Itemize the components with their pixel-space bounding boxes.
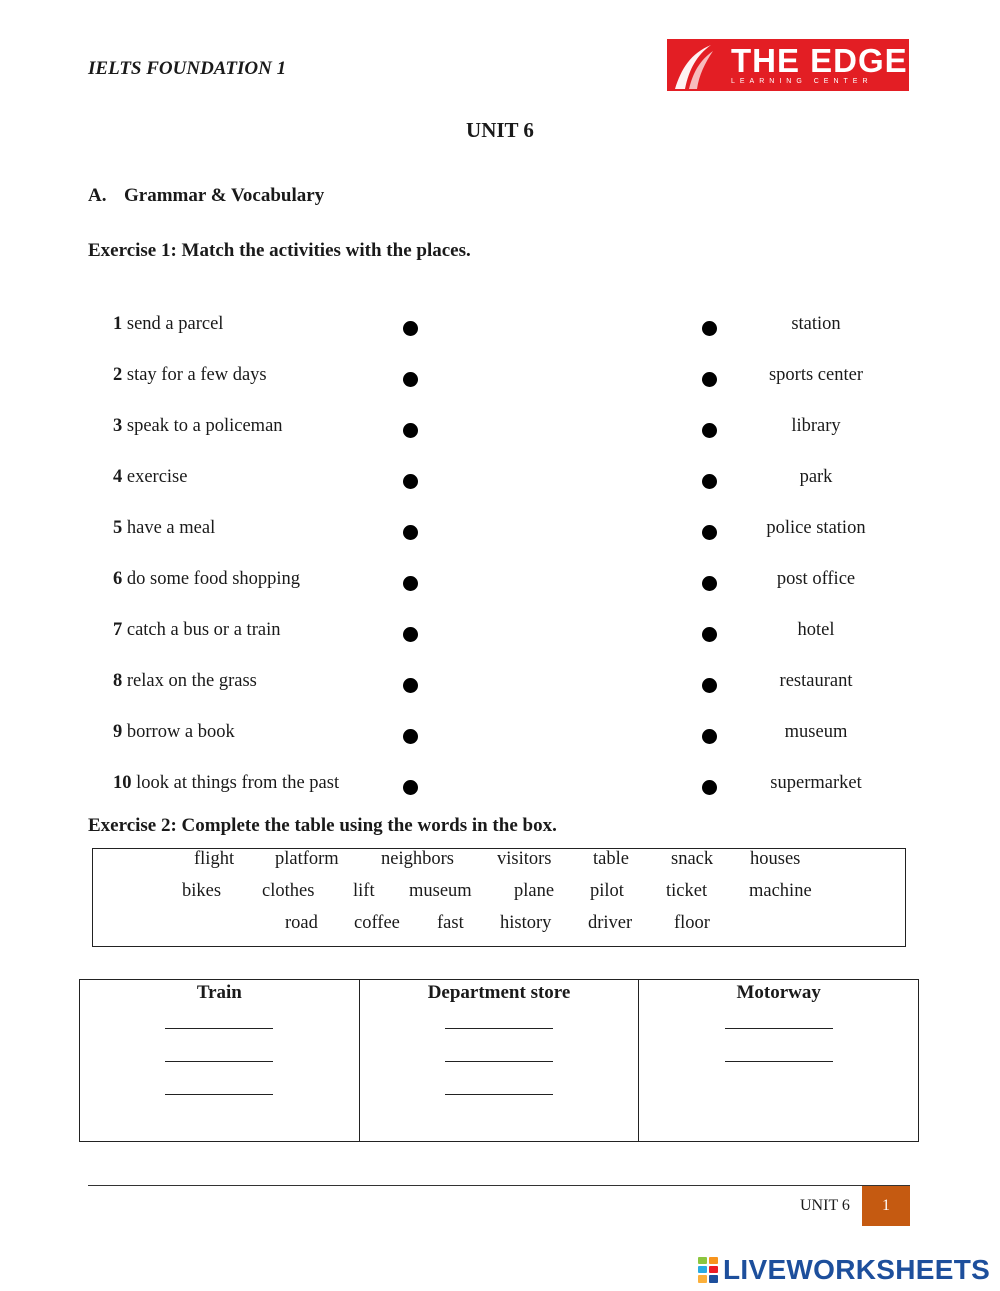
answer-blank[interactable] <box>445 1028 553 1029</box>
word-item: houses <box>750 849 801 869</box>
answer-blank[interactable] <box>165 1094 273 1095</box>
liveworksheets-icon <box>697 1256 719 1284</box>
word-item: machine <box>749 881 812 901</box>
section-heading <box>88 185 324 207</box>
left-match-dot[interactable] <box>403 321 418 336</box>
column-header: Motorway <box>736 982 821 1003</box>
unit-title: UNIT 6 <box>466 118 534 142</box>
place-text: hotel <box>797 620 835 640</box>
word-item: history <box>500 913 552 933</box>
table-column-train <box>80 980 360 1141</box>
word-item: visitors <box>497 849 552 869</box>
place-text: park <box>799 467 833 487</box>
logo-main-text: THE EDGE <box>731 42 908 79</box>
answer-blank[interactable] <box>165 1061 273 1062</box>
activity-number: 7 <box>113 620 123 640</box>
column-header: Train <box>196 982 242 1003</box>
activity-number: 9 <box>113 722 123 742</box>
answer-blank[interactable] <box>725 1028 833 1029</box>
right-match-dot[interactable] <box>702 525 717 540</box>
activity-number: 2 <box>113 365 123 385</box>
activity-text: send a parcel <box>126 314 224 334</box>
right-match-dot[interactable] <box>702 576 717 591</box>
answer-blank[interactable] <box>445 1061 553 1062</box>
activity-text: speak to a policeman <box>126 416 283 436</box>
word-item: pilot <box>590 881 624 901</box>
right-match-dot[interactable] <box>702 423 717 438</box>
footer-unit-label: UNIT 6 <box>800 1197 850 1214</box>
liveworksheets-watermark <box>697 1255 990 1285</box>
word-item: road <box>285 913 318 933</box>
activity-text: have a meal <box>126 518 216 538</box>
place-text: sports center <box>768 365 863 385</box>
word-item: snack <box>671 849 714 869</box>
word-item: fast <box>437 913 464 933</box>
right-match-dot[interactable] <box>702 780 717 795</box>
left-match-dot[interactable] <box>403 423 418 438</box>
course-title: IELTS FOUNDATION 1 <box>88 58 287 79</box>
left-match-dot[interactable] <box>403 474 418 489</box>
place-text: station <box>791 314 841 334</box>
match-row <box>0 671 1000 701</box>
road-swoosh-icon <box>667 39 719 91</box>
liveworksheets-text: LIVEWORKSHEETS <box>723 1254 991 1285</box>
word-item: clothes <box>262 881 315 901</box>
word-item: driver <box>588 913 633 933</box>
word-item: neighbors <box>381 849 454 869</box>
column-header: Department store <box>427 982 571 1003</box>
place-text: library <box>791 416 841 436</box>
activity-text: exercise <box>126 467 188 487</box>
answer-blank[interactable] <box>445 1094 553 1095</box>
place-text: police station <box>766 518 866 538</box>
match-row <box>0 518 1000 548</box>
exercise1-title: Exercise 1: Match the activities with the places. <box>88 240 471 261</box>
left-match-dot[interactable] <box>403 576 418 591</box>
footer-divider <box>88 1185 910 1186</box>
right-match-dot[interactable] <box>702 627 717 642</box>
word-item: floor <box>674 913 710 933</box>
right-match-dot[interactable] <box>702 372 717 387</box>
activity-text: catch a bus or a train <box>126 620 281 640</box>
table-column-department-store <box>360 980 640 1141</box>
activity-text: look at things from the past <box>136 773 340 793</box>
place-text: restaurant <box>779 671 853 691</box>
activity-number: 1 <box>113 314 123 334</box>
word-item: ticket <box>666 881 708 901</box>
word-item: coffee <box>354 913 400 933</box>
answer-blank[interactable] <box>165 1028 273 1029</box>
activity-text: borrow a book <box>126 722 235 742</box>
right-match-dot[interactable] <box>702 321 717 336</box>
activity-number: 10 <box>113 773 132 793</box>
place-text: supermarket <box>770 773 862 793</box>
activity-text: do some food shopping <box>126 569 301 589</box>
match-row <box>0 416 1000 446</box>
category-table <box>79 979 919 1142</box>
word-item: plane <box>514 881 555 901</box>
activity-text: relax on the grass <box>126 671 257 691</box>
activity-number: 5 <box>113 518 123 538</box>
match-row <box>0 365 1000 395</box>
section-letter: A. <box>88 185 107 206</box>
activity-number: 4 <box>113 467 123 487</box>
match-row <box>0 620 1000 650</box>
left-match-dot[interactable] <box>403 780 418 795</box>
page-number: 1 <box>862 1186 910 1226</box>
word-item: bikes <box>182 881 222 901</box>
left-match-dot[interactable] <box>403 372 418 387</box>
right-match-dot[interactable] <box>702 678 717 693</box>
answer-blank[interactable] <box>725 1061 833 1062</box>
logo-sub-text: LEARNING CENTER <box>731 78 873 85</box>
place-text: post office <box>776 569 856 589</box>
left-match-dot[interactable] <box>403 678 418 693</box>
word-item: table <box>593 849 629 869</box>
left-match-dot[interactable] <box>403 525 418 540</box>
match-row <box>0 467 1000 497</box>
activity-number: 6 <box>113 569 123 589</box>
word-item: platform <box>275 849 339 869</box>
section-title: Grammar & Vocabulary <box>124 185 325 206</box>
the-edge-logo <box>667 39 909 91</box>
match-row <box>0 773 1000 803</box>
activity-text: stay for a few days <box>126 365 267 385</box>
match-row <box>0 314 1000 344</box>
match-row <box>0 569 1000 599</box>
activity-number: 8 <box>113 671 123 691</box>
left-match-dot[interactable] <box>403 729 418 744</box>
place-text: museum <box>784 722 848 742</box>
word-item: flight <box>194 849 235 869</box>
right-match-dot[interactable] <box>702 474 717 489</box>
match-row <box>0 722 1000 752</box>
right-match-dot[interactable] <box>702 729 717 744</box>
activity-number: 3 <box>113 416 123 436</box>
word-box <box>92 848 906 947</box>
word-item: lift <box>353 881 375 901</box>
table-column-motorway <box>639 980 918 1141</box>
left-match-dot[interactable] <box>403 627 418 642</box>
word-item: museum <box>409 881 472 901</box>
exercise2-title: Exercise 2: Complete the table using the words in the box. <box>88 815 557 836</box>
